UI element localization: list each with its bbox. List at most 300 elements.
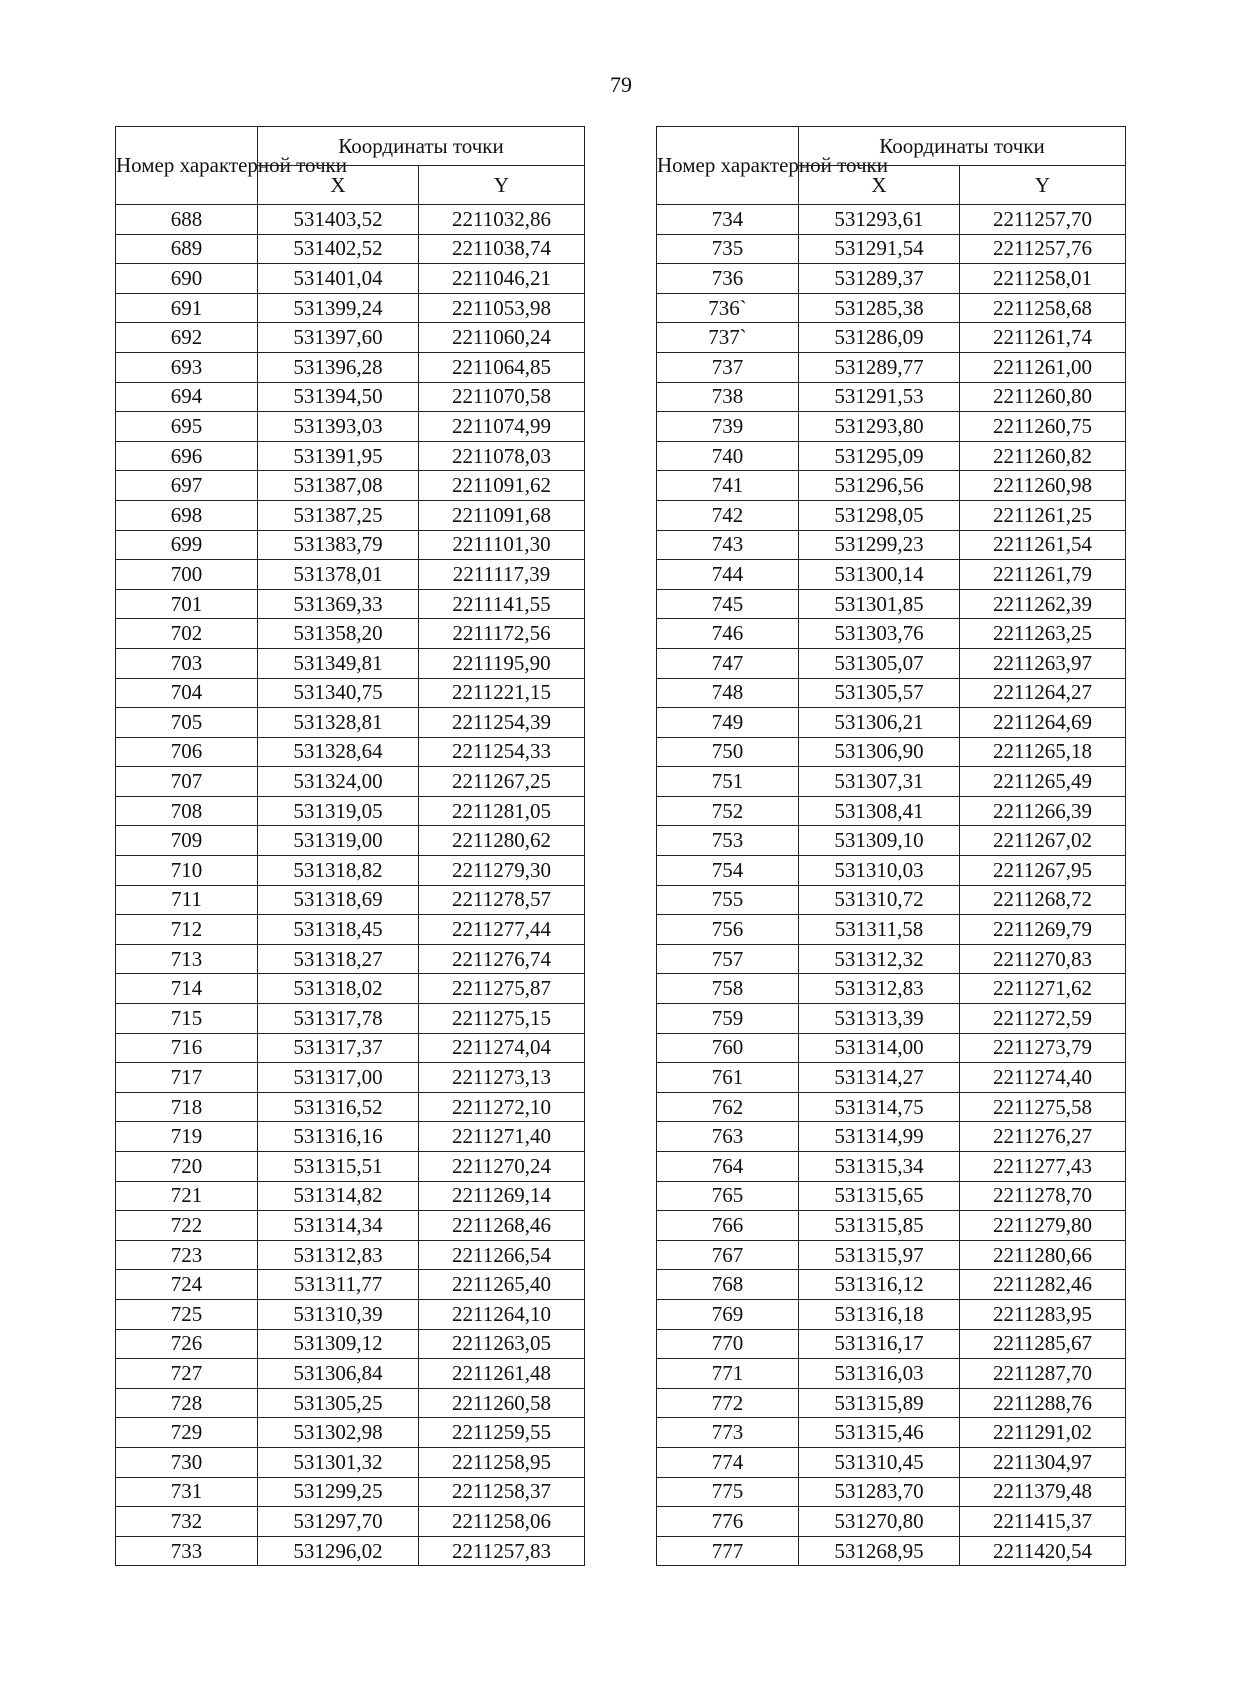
point-number-cell: 775: [657, 1477, 799, 1507]
x-coordinate-cell: 531318,82: [258, 856, 419, 886]
y-coordinate-cell: 2211032,86: [419, 205, 585, 235]
y-coordinate-cell: 2211291,02: [960, 1418, 1126, 1448]
point-number-cell: 760: [657, 1033, 799, 1063]
y-coordinate-cell: 2211268,72: [960, 885, 1126, 915]
table-row: [116, 767, 585, 797]
x-coordinate-cell: 531302,98: [258, 1418, 419, 1448]
table-row: [657, 500, 1126, 530]
y-coordinate-cell: 2211274,04: [419, 1033, 585, 1063]
y-coordinate-cell: 2211260,58: [419, 1388, 585, 1418]
table-row: [657, 352, 1126, 382]
point-number-cell: 699: [116, 530, 258, 560]
table-row: [116, 1447, 585, 1477]
point-number-cell: 752: [657, 796, 799, 826]
x-coordinate-cell: 531328,81: [258, 708, 419, 738]
table-row: [657, 1122, 1126, 1152]
point-number-cell: 708: [116, 796, 258, 826]
x-coordinate-cell: 531318,02: [258, 974, 419, 1004]
y-coordinate-cell: 2211078,03: [419, 441, 585, 471]
x-coordinate-cell: 531387,08: [258, 471, 419, 501]
y-coordinate-cell: 2211285,67: [960, 1329, 1126, 1359]
y-coordinate-cell: 2211264,10: [419, 1299, 585, 1329]
table-row: [116, 323, 585, 353]
x-coordinate-cell: 531314,99: [799, 1122, 960, 1152]
point-number-cell: 742: [657, 500, 799, 530]
point-number-cell: 695: [116, 412, 258, 442]
y-coordinate-cell: 2211275,15: [419, 1004, 585, 1034]
table-row: [657, 974, 1126, 1004]
x-coordinate-cell: 531303,76: [799, 619, 960, 649]
x-coordinate-cell: 531312,83: [258, 1240, 419, 1270]
table-row: [657, 885, 1126, 915]
x-coordinate-cell: 531401,04: [258, 264, 419, 294]
point-number-cell: 777: [657, 1536, 799, 1566]
x-coordinate-cell: 531311,77: [258, 1270, 419, 1300]
y-coordinate-cell: 2211053,98: [419, 293, 585, 323]
x-coordinate-cell: 531289,37: [799, 264, 960, 294]
x-coordinate-cell: 531315,51: [258, 1152, 419, 1182]
point-number-cell: 702: [116, 619, 258, 649]
x-coordinate-cell: 531314,75: [799, 1092, 960, 1122]
table-row: [657, 560, 1126, 590]
table-row: [657, 915, 1126, 945]
point-number-cell: 746: [657, 619, 799, 649]
table-row: [116, 1507, 585, 1537]
y-coordinate-cell: 2211278,70: [960, 1181, 1126, 1211]
x-coordinate-cell: 531387,25: [258, 500, 419, 530]
table-row: [116, 1181, 585, 1211]
point-number-cell: 717: [116, 1063, 258, 1093]
y-coordinate-cell: 2211258,01: [960, 264, 1126, 294]
page-number: 79: [610, 72, 632, 97]
y-coordinate-cell: 2211260,82: [960, 441, 1126, 471]
y-column-header: Y: [960, 166, 1126, 205]
x-coordinate-cell: 531307,31: [799, 767, 960, 797]
point-number-cell: 757: [657, 944, 799, 974]
y-coordinate-cell: 2211257,83: [419, 1536, 585, 1566]
table-row: [116, 264, 585, 294]
x-coordinate-cell: 531316,16: [258, 1122, 419, 1152]
point-number-cell: 741: [657, 471, 799, 501]
y-coordinate-cell: 2211266,39: [960, 796, 1126, 826]
x-coordinate-cell: 531314,00: [799, 1033, 960, 1063]
point-number-cell: 756: [657, 915, 799, 945]
y-coordinate-cell: 2211272,10: [419, 1092, 585, 1122]
y-coordinate-cell: 2211262,39: [960, 589, 1126, 619]
table-row: [116, 678, 585, 708]
x-coordinate-cell: 531313,39: [799, 1004, 960, 1034]
table-row: [116, 441, 585, 471]
x-coordinate-cell: 531299,25: [258, 1477, 419, 1507]
table-row: [657, 1270, 1126, 1300]
y-coordinate-cell: 2211272,59: [960, 1004, 1126, 1034]
y-coordinate-cell: 2211264,69: [960, 708, 1126, 738]
table-row: [116, 293, 585, 323]
y-coordinate-cell: 2211265,18: [960, 737, 1126, 767]
y-coordinate-cell: 2211273,13: [419, 1063, 585, 1093]
y-coordinate-cell: 2211260,75: [960, 412, 1126, 442]
y-coordinate-cell: 2211277,43: [960, 1152, 1126, 1182]
table-row: [116, 1477, 585, 1507]
y-coordinate-cell: 2211263,05: [419, 1329, 585, 1359]
x-coordinate-cell: 531369,33: [258, 589, 419, 619]
table-row: [116, 1152, 585, 1182]
x-coordinate-cell: 531300,14: [799, 560, 960, 590]
point-number-cell: 693: [116, 352, 258, 382]
x-coordinate-cell: 531310,72: [799, 885, 960, 915]
x-coordinate-cell: 531297,70: [258, 1507, 419, 1537]
point-number-cell: 734: [657, 205, 799, 235]
table-row: [116, 382, 585, 412]
x-coordinate-cell: 531383,79: [258, 530, 419, 560]
x-coordinate-cell: 531328,64: [258, 737, 419, 767]
x-coordinate-cell: 531283,70: [799, 1477, 960, 1507]
y-coordinate-cell: 2211266,54: [419, 1240, 585, 1270]
table-row: [657, 678, 1126, 708]
table-row: [116, 560, 585, 590]
y-coordinate-cell: 2211141,55: [419, 589, 585, 619]
point-number-cell: 736`: [657, 293, 799, 323]
table-row: [657, 648, 1126, 678]
table-row: [657, 293, 1126, 323]
point-number-cell: 773: [657, 1418, 799, 1448]
point-number-cell: 698: [116, 500, 258, 530]
y-coordinate-cell: 2211074,99: [419, 412, 585, 442]
y-coordinate-cell: 2211258,68: [960, 293, 1126, 323]
table-row: [116, 412, 585, 442]
y-coordinate-cell: 2211070,58: [419, 382, 585, 412]
y-coordinate-cell: 2211281,05: [419, 796, 585, 826]
table-row: [116, 205, 585, 235]
x-coordinate-cell: 531291,54: [799, 234, 960, 264]
x-coordinate-cell: 531306,90: [799, 737, 960, 767]
x-coordinate-cell: 531316,12: [799, 1270, 960, 1300]
table-row: [657, 530, 1126, 560]
table-row: [657, 944, 1126, 974]
point-number-cell: 712: [116, 915, 258, 945]
x-column-header: X: [258, 166, 419, 205]
table-row: [657, 737, 1126, 767]
point-number-cell: 706: [116, 737, 258, 767]
table-row: [116, 1063, 585, 1093]
y-coordinate-cell: 2211282,46: [960, 1270, 1126, 1300]
point-number-cell: 716: [116, 1033, 258, 1063]
y-coordinate-cell: 2211254,33: [419, 737, 585, 767]
x-coordinate-cell: 531310,45: [799, 1447, 960, 1477]
y-coordinate-cell: 2211117,39: [419, 560, 585, 590]
point-number-cell: 755: [657, 885, 799, 915]
x-coordinate-cell: 531318,27: [258, 944, 419, 974]
x-coordinate-cell: 531296,02: [258, 1536, 419, 1566]
point-number-cell: 697: [116, 471, 258, 501]
coordinates-table-body: [657, 205, 1126, 1566]
point-number-cell: 700: [116, 560, 258, 590]
y-coordinate-cell: 2211261,00: [960, 352, 1126, 382]
x-coordinate-cell: 531315,46: [799, 1418, 960, 1448]
x-coordinate-cell: 531316,52: [258, 1092, 419, 1122]
y-coordinate-cell: 2211261,79: [960, 560, 1126, 590]
y-coordinate-cell: 2211261,48: [419, 1359, 585, 1389]
table-row: [657, 1033, 1126, 1063]
point-number-cell: 740: [657, 441, 799, 471]
x-coordinate-cell: 531399,24: [258, 293, 419, 323]
table-row: [116, 471, 585, 501]
point-number-cell: 724: [116, 1270, 258, 1300]
table-row: [116, 1033, 585, 1063]
x-coordinate-cell: 531306,21: [799, 708, 960, 738]
y-coordinate-cell: 2211379,48: [960, 1477, 1126, 1507]
x-coordinate-cell: 531314,27: [799, 1063, 960, 1093]
y-coordinate-cell: 2211261,74: [960, 323, 1126, 353]
x-coordinate-cell: 531291,53: [799, 382, 960, 412]
table-row: [116, 974, 585, 1004]
point-number-cell: 745: [657, 589, 799, 619]
table-row: [116, 885, 585, 915]
x-coordinate-cell: 531270,80: [799, 1507, 960, 1537]
point-number-cell: 759: [657, 1004, 799, 1034]
point-number-cell: 736: [657, 264, 799, 294]
y-coordinate-cell: 2211270,24: [419, 1152, 585, 1182]
table-row: [657, 1004, 1126, 1034]
table-row: [116, 1329, 585, 1359]
y-coordinate-cell: 2211261,54: [960, 530, 1126, 560]
y-coordinate-cell: 2211276,74: [419, 944, 585, 974]
point-number-cell: 714: [116, 974, 258, 1004]
point-number-cell: 707: [116, 767, 258, 797]
y-column-header: Y: [419, 166, 585, 205]
point-number-cell: 729: [116, 1418, 258, 1448]
y-coordinate-cell: 2211258,37: [419, 1477, 585, 1507]
x-coordinate-cell: 531316,18: [799, 1299, 960, 1329]
x-coordinate-cell: 531293,61: [799, 205, 960, 235]
x-coordinate-cell: 531268,95: [799, 1536, 960, 1566]
x-coordinate-cell: 531309,12: [258, 1329, 419, 1359]
point-number-cell: 748: [657, 678, 799, 708]
table-row: [657, 471, 1126, 501]
x-coordinate-cell: 531296,56: [799, 471, 960, 501]
x-coordinate-cell: 531316,17: [799, 1329, 960, 1359]
x-coordinate-cell: 531293,80: [799, 412, 960, 442]
table-row: [116, 915, 585, 945]
x-coordinate-cell: 531315,89: [799, 1388, 960, 1418]
y-coordinate-cell: 2211273,79: [960, 1033, 1126, 1063]
point-number-cell: 730: [116, 1447, 258, 1477]
x-column-header: X: [799, 166, 960, 205]
point-number-cell: 725: [116, 1299, 258, 1329]
x-coordinate-cell: 531310,03: [799, 856, 960, 886]
y-coordinate-cell: 2211280,66: [960, 1240, 1126, 1270]
x-coordinate-cell: 531319,00: [258, 826, 419, 856]
point-number-cell: 701: [116, 589, 258, 619]
coordinates-table-left: [115, 126, 585, 1566]
y-coordinate-cell: 2211277,44: [419, 915, 585, 945]
x-coordinate-cell: 531309,10: [799, 826, 960, 856]
x-coordinate-cell: 531301,85: [799, 589, 960, 619]
x-coordinate-cell: 531299,23: [799, 530, 960, 560]
x-coordinate-cell: 531358,20: [258, 619, 419, 649]
table-row: [657, 1299, 1126, 1329]
table-row: [657, 205, 1126, 235]
y-coordinate-cell: 2211265,40: [419, 1270, 585, 1300]
x-coordinate-cell: 531397,60: [258, 323, 419, 353]
point-number-cell: 738: [657, 382, 799, 412]
table-row: [657, 1152, 1126, 1182]
point-number-cell: 770: [657, 1329, 799, 1359]
table-row: [657, 767, 1126, 797]
point-number-cell: 743: [657, 530, 799, 560]
table-row: [116, 1270, 585, 1300]
point-number-cell: 715: [116, 1004, 258, 1034]
table-row: [657, 1507, 1126, 1537]
x-coordinate-cell: 531315,85: [799, 1211, 960, 1241]
x-coordinate-cell: 531317,37: [258, 1033, 419, 1063]
point-number-cell: 691: [116, 293, 258, 323]
y-coordinate-cell: 2211060,24: [419, 323, 585, 353]
point-number-cell: 722: [116, 1211, 258, 1241]
point-number-cell: 688: [116, 205, 258, 235]
point-number-cell: 703: [116, 648, 258, 678]
table-row: [657, 1418, 1126, 1448]
table-row: [116, 1536, 585, 1566]
x-coordinate-cell: 531311,58: [799, 915, 960, 945]
table-row: [657, 1447, 1126, 1477]
point-number-cell: 747: [657, 648, 799, 678]
y-coordinate-cell: 2211283,95: [960, 1299, 1126, 1329]
point-number-cell: 763: [657, 1122, 799, 1152]
point-number-cell: 713: [116, 944, 258, 974]
x-coordinate-cell: 531312,32: [799, 944, 960, 974]
x-coordinate-cell: 531349,81: [258, 648, 419, 678]
table-row: [657, 619, 1126, 649]
table-row: [116, 826, 585, 856]
y-coordinate-cell: 2211261,25: [960, 500, 1126, 530]
y-coordinate-cell: 2211280,62: [419, 826, 585, 856]
point-number-cell: 753: [657, 826, 799, 856]
table-row: [116, 1418, 585, 1448]
table-row: [657, 826, 1126, 856]
table-row: [116, 737, 585, 767]
x-coordinate-cell: 531308,41: [799, 796, 960, 826]
table-row: [657, 1329, 1126, 1359]
y-coordinate-cell: 2211268,46: [419, 1211, 585, 1241]
y-coordinate-cell: 2211276,27: [960, 1122, 1126, 1152]
y-coordinate-cell: 2211195,90: [419, 648, 585, 678]
x-coordinate-cell: 531393,03: [258, 412, 419, 442]
table-row: [657, 1092, 1126, 1122]
x-coordinate-cell: 531298,05: [799, 500, 960, 530]
y-coordinate-cell: 2211260,80: [960, 382, 1126, 412]
x-coordinate-cell: 531319,05: [258, 796, 419, 826]
point-number-cell: 772: [657, 1388, 799, 1418]
y-coordinate-cell: 2211420,54: [960, 1536, 1126, 1566]
table-row: [657, 1240, 1126, 1270]
point-number-cell: 769: [657, 1299, 799, 1329]
point-number-cell: 723: [116, 1240, 258, 1270]
x-coordinate-cell: 531402,52: [258, 234, 419, 264]
point-number-cell: 711: [116, 885, 258, 915]
point-number-cell: 765: [657, 1181, 799, 1211]
y-coordinate-cell: 2211064,85: [419, 352, 585, 382]
table-row: [116, 856, 585, 886]
x-coordinate-cell: 531403,52: [258, 205, 419, 235]
point-number-cell: 761: [657, 1063, 799, 1093]
point-number-cell: 762: [657, 1092, 799, 1122]
y-coordinate-cell: 2211279,80: [960, 1211, 1126, 1241]
point-number-cell: 704: [116, 678, 258, 708]
table-row: [657, 589, 1126, 619]
y-coordinate-cell: 2211267,25: [419, 767, 585, 797]
y-coordinate-cell: 2211257,70: [960, 205, 1126, 235]
point-number-cell: 754: [657, 856, 799, 886]
point-number-cell: 764: [657, 1152, 799, 1182]
table-row: [657, 323, 1126, 353]
point-number-cell: 744: [657, 560, 799, 590]
point-number-cell: 771: [657, 1359, 799, 1389]
table-row: [116, 352, 585, 382]
table-row: [116, 1122, 585, 1152]
x-coordinate-cell: 531305,07: [799, 648, 960, 678]
table-row: [116, 796, 585, 826]
point-number-cell: 776: [657, 1507, 799, 1537]
y-coordinate-cell: 2211275,87: [419, 974, 585, 1004]
point-number-cell: 718: [116, 1092, 258, 1122]
table-row: [657, 441, 1126, 471]
y-coordinate-cell: 2211257,76: [960, 234, 1126, 264]
table-row: [116, 1359, 585, 1389]
x-coordinate-cell: 531312,83: [799, 974, 960, 1004]
y-coordinate-cell: 2211263,25: [960, 619, 1126, 649]
y-coordinate-cell: 2211101,30: [419, 530, 585, 560]
table-row: [657, 1477, 1126, 1507]
x-coordinate-cell: 531289,77: [799, 352, 960, 382]
point-number-cell: 710: [116, 856, 258, 886]
table-row: [657, 234, 1126, 264]
y-coordinate-cell: 2211279,30: [419, 856, 585, 886]
point-number-cell: 694: [116, 382, 258, 412]
y-coordinate-cell: 2211264,27: [960, 678, 1126, 708]
y-coordinate-cell: 2211258,06: [419, 1507, 585, 1537]
table-row: [116, 619, 585, 649]
y-coordinate-cell: 2211259,55: [419, 1418, 585, 1448]
y-coordinate-cell: 2211271,62: [960, 974, 1126, 1004]
y-coordinate-cell: 2211091,62: [419, 471, 585, 501]
point-number-cell: 689: [116, 234, 258, 264]
y-coordinate-cell: 2211091,68: [419, 500, 585, 530]
x-coordinate-cell: 531301,32: [258, 1447, 419, 1477]
y-coordinate-cell: 2211038,74: [419, 234, 585, 264]
y-coordinate-cell: 2211274,40: [960, 1063, 1126, 1093]
x-coordinate-cell: 531391,95: [258, 441, 419, 471]
point-number-cell: 727: [116, 1359, 258, 1389]
x-coordinate-cell: 531318,69: [258, 885, 419, 915]
point-number-cell: 758: [657, 974, 799, 1004]
x-coordinate-cell: 531314,34: [258, 1211, 419, 1241]
table-row: [657, 1181, 1126, 1211]
point-number-cell: 767: [657, 1240, 799, 1270]
table-row: [116, 1388, 585, 1418]
table-row: [116, 234, 585, 264]
y-coordinate-cell: 2211267,95: [960, 856, 1126, 886]
table-row: [657, 264, 1126, 294]
point-number-cell: 721: [116, 1181, 258, 1211]
x-coordinate-cell: 531378,01: [258, 560, 419, 590]
point-number-header: Номер характерной точки: [116, 127, 258, 205]
x-coordinate-cell: 531315,97: [799, 1240, 960, 1270]
y-coordinate-cell: 2211221,15: [419, 678, 585, 708]
table-row: [657, 1388, 1126, 1418]
y-coordinate-cell: 2211267,02: [960, 826, 1126, 856]
y-coordinate-cell: 2211046,21: [419, 264, 585, 294]
